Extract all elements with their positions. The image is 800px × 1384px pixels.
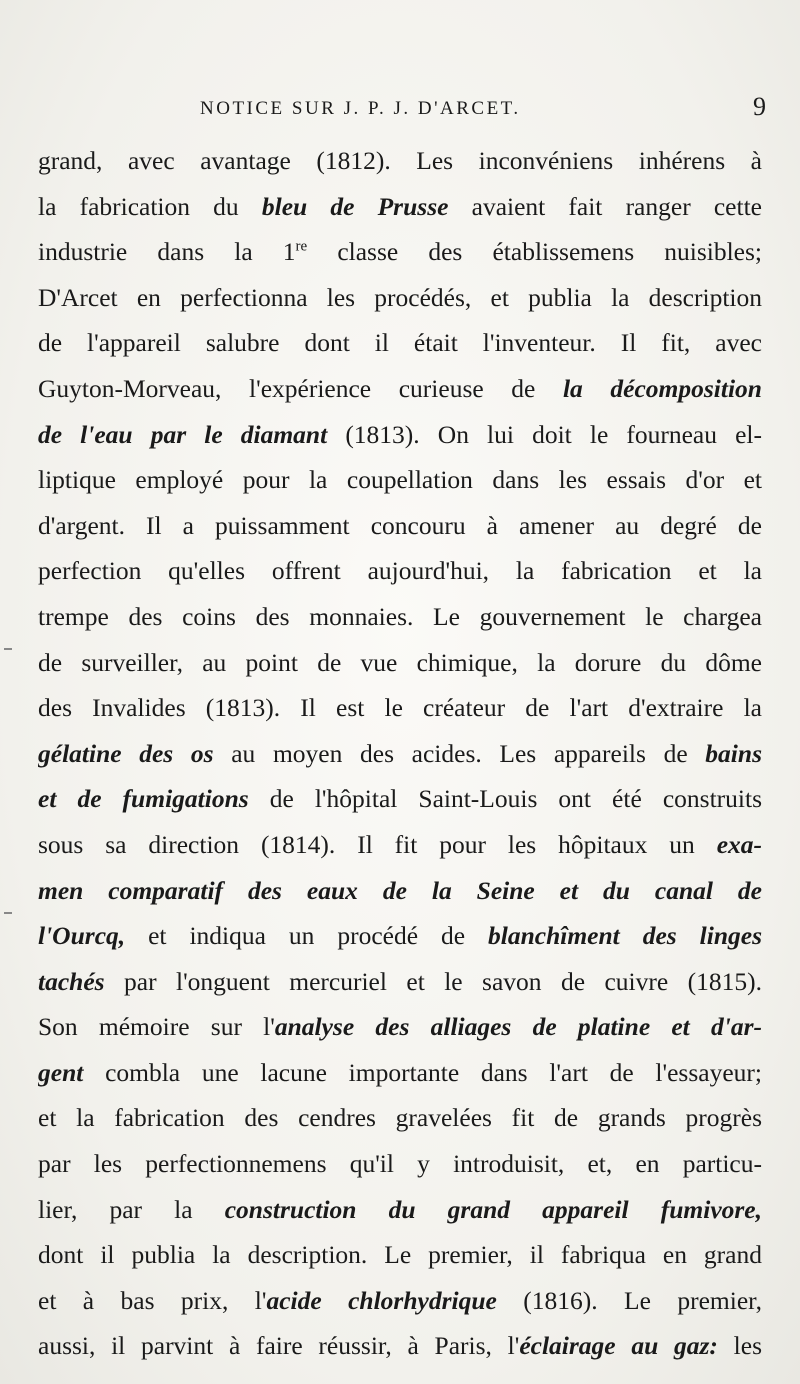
- italic-text: analyse des alliages de platine et d'ar-: [274, 1012, 762, 1042]
- text-line: [38, 685, 762, 731]
- text-segment: par les perfectionnemens qu'il y introduisit, et, en particu-: [38, 1149, 762, 1179]
- text-line: [38, 1278, 762, 1324]
- text-line: [38, 594, 762, 640]
- text-line: [38, 731, 762, 777]
- italic-text: la décomposition: [562, 373, 762, 403]
- text-line: [38, 1323, 762, 1369]
- text-segment: avaient fait ranger cette: [448, 191, 762, 221]
- text-line: [38, 868, 762, 914]
- text-segment: Son mémoire sur l': [38, 1012, 275, 1042]
- text-segment: classe des établissemens nuisibles;: [307, 237, 762, 267]
- italic-text: gent: [38, 1057, 84, 1087]
- text-line: [38, 548, 762, 594]
- text-segment: liptique employé pour la coupellation dans les essais d'or et: [38, 465, 762, 495]
- text-line: [38, 138, 762, 184]
- text-segment: et à bas prix, l': [38, 1285, 267, 1315]
- text-line: [38, 776, 762, 822]
- running-title: NOTICE SUR J. P. J. D'ARCET.: [200, 98, 521, 119]
- text-segment: combla une lacune importante dans l'art de l'essayeur;: [83, 1057, 762, 1087]
- text-line: [38, 913, 762, 959]
- text-segment: et indiqua un procédé de: [125, 921, 488, 951]
- text-segment: industrie dans la 1: [38, 237, 296, 267]
- italic-text: éclairage au gaz:: [519, 1331, 718, 1361]
- italic-text: l'Ourcq,: [38, 921, 126, 951]
- text-segment: grand, avec avantage (1812). Les inconvéniens inhérens à: [38, 146, 762, 175]
- italic-text: et de fumigations: [38, 784, 249, 814]
- text-line: [38, 1050, 762, 1096]
- text-line: [38, 1141, 762, 1187]
- text-segment: trempe des coins des monnaies. Le gouvernement le chargea: [38, 601, 762, 631]
- text-segment: les: [717, 1331, 762, 1361]
- superscript-text: re: [295, 238, 308, 255]
- text-segment: (1813). On lui doit le fourneau el-: [327, 419, 762, 449]
- text-segment: au moyen des acides. Les appareils de: [213, 738, 706, 768]
- text-segment: de l'appareil salubre dont il était l'inventeur. Il fit, avec: [38, 328, 762, 358]
- margin-mark: [4, 912, 12, 914]
- text-line: [38, 640, 762, 686]
- text-line: [38, 1187, 762, 1233]
- text-line: [38, 1232, 762, 1278]
- text-line: [38, 959, 762, 1005]
- italic-text: blanchîment des linges: [488, 921, 762, 951]
- text-line: [38, 412, 762, 458]
- page-header: [200, 92, 766, 128]
- text-segment: et la fabrication des cendres gravelées fit de grands progrès: [38, 1103, 762, 1133]
- text-line: [38, 1095, 762, 1141]
- text-segment: Guyton-Morveau, l'expérience curieuse de: [38, 373, 563, 403]
- text-segment: lier, par la: [38, 1194, 225, 1224]
- italic-text: acide chlorhydrique: [266, 1285, 497, 1315]
- text-segment: d'argent. Il a puissamment concouru à amener au degré de: [38, 510, 762, 540]
- italic-text: de l'eau par le diamant: [38, 419, 328, 449]
- text-line: [38, 320, 762, 366]
- italic-text: construction du grand appareil fumivore,: [224, 1194, 762, 1224]
- italic-text: tachés: [38, 966, 105, 996]
- text-segment: sous sa direction (1814). Il fit pour les hôpitaux un: [38, 829, 717, 859]
- page-number: 9: [753, 92, 766, 121]
- text-line: [38, 229, 762, 275]
- text-segment: des Invalides (1813). Il est le créateur de l'art d'extraire la: [38, 693, 762, 723]
- italic-text: exa-: [716, 829, 762, 859]
- text-segment: aussi, il parvint à faire réussir, à Paris, l': [38, 1331, 520, 1361]
- text-line: [38, 366, 762, 412]
- text-segment: de surveiller, au point de vue chimique, la dorure du dôme: [38, 647, 762, 677]
- italic-text: men comparatif des eaux de la Seine et du canal de: [38, 875, 762, 905]
- italic-text: bleu de Prusse: [261, 191, 449, 221]
- text-segment: dont il publia la description. Le premier, il fabriqua en grand: [38, 1240, 762, 1270]
- text-line: [38, 822, 762, 868]
- text-line: [38, 1004, 762, 1050]
- text-line: [38, 275, 762, 321]
- text-line: [38, 457, 762, 503]
- italic-text: bains: [705, 738, 762, 768]
- text-segment: perfection qu'elles offrent aujourd'hui, la fabrication et la: [38, 556, 762, 586]
- text-segment: la fabrication du: [38, 191, 262, 221]
- text-segment: par l'onguent mercuriel et le savon de cuivre (1815).: [104, 966, 762, 996]
- margin-mark: [4, 648, 12, 650]
- body-text: [38, 138, 762, 1369]
- text-line: [38, 184, 762, 230]
- text-segment: (1816). Le premier,: [496, 1285, 762, 1315]
- text-segment: D'Arcet en perfectionna les procédés, et publia la description: [38, 282, 762, 312]
- italic-text: gélatine des os: [38, 738, 214, 768]
- text-segment: de l'hôpital Saint-Louis ont été construits: [248, 784, 762, 814]
- text-line: [38, 503, 762, 549]
